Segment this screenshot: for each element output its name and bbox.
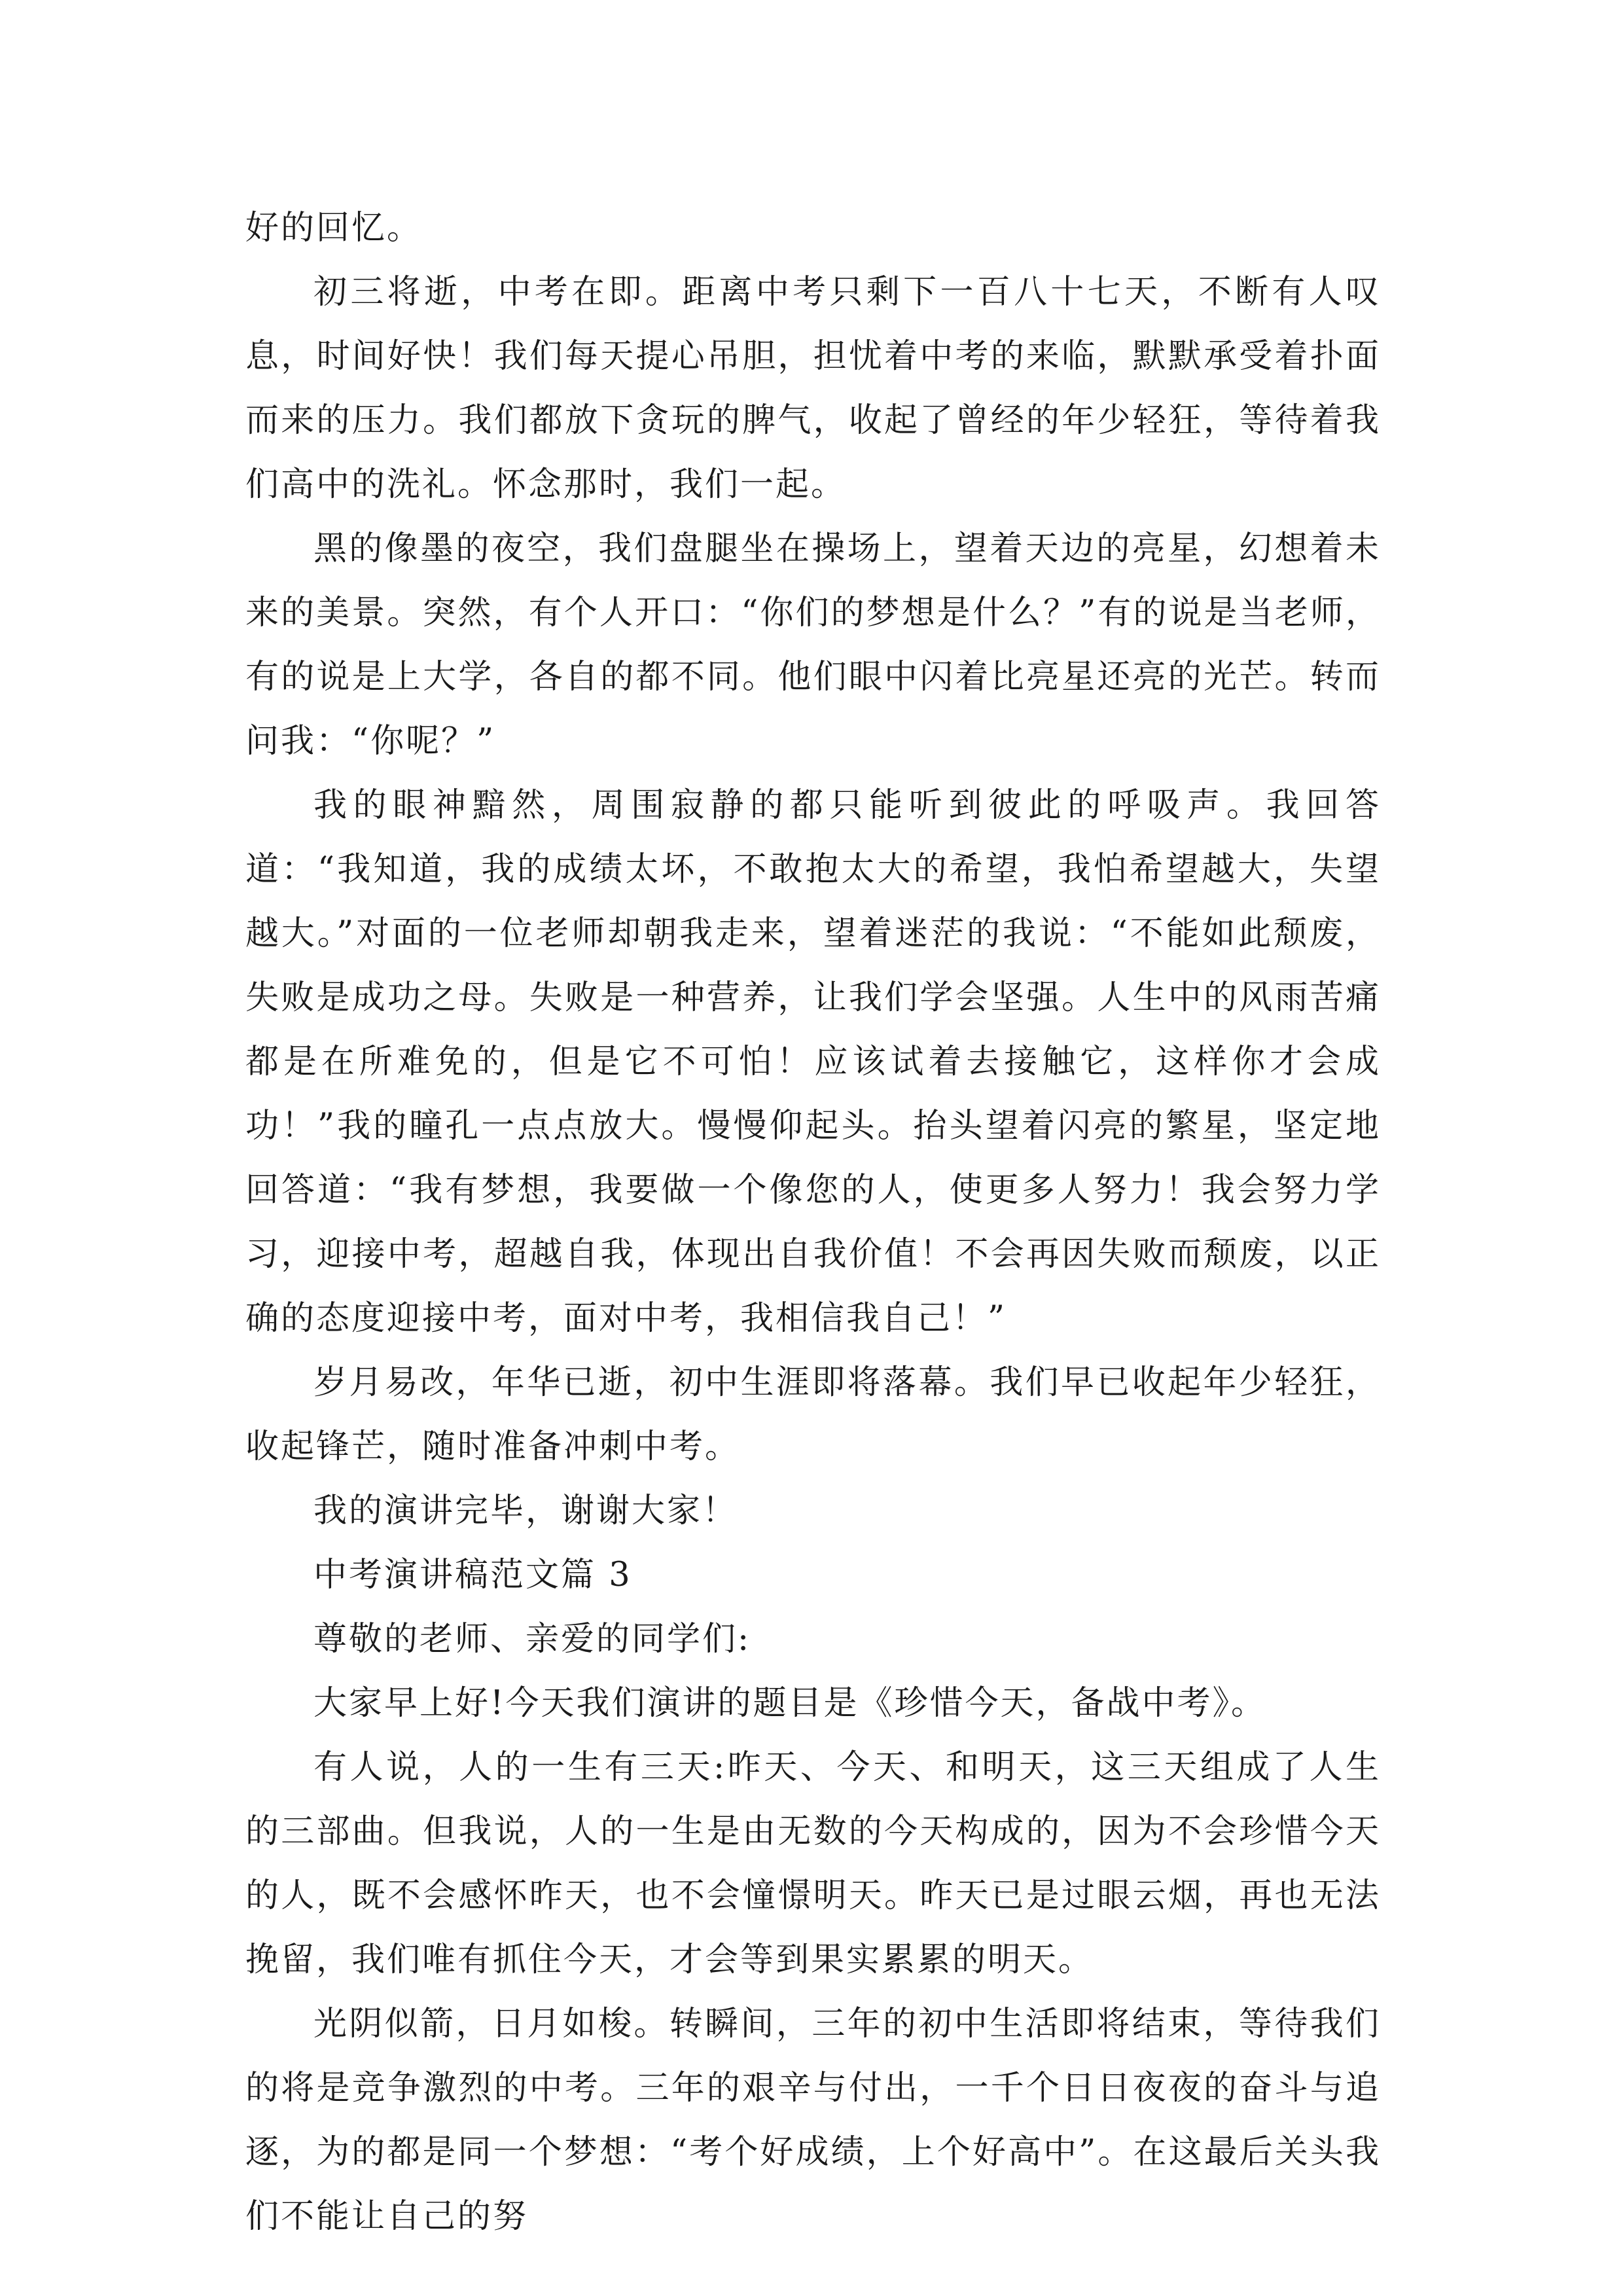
paragraph-years-pass: 岁月易改，年华已逝，初中生涯即将落幕。我们早已收起年少轻狂，收起锋芒，随时准备冲刺中考。 xyxy=(245,1363,1381,1466)
paragraph-speech-end: 我的演讲完毕，谢谢大家！ xyxy=(313,1492,738,1530)
paragraph-time-flies: 光阴似箭，日月如梭。转瞬间，三年的初中生活即将结束，等待我们的将是竞争激烈的中考。三年的艰辛与付出，一千个日日夜夜的奋斗与追逐，为的都是同一个梦想：“考个好成绩，上个好高中”。在这最后关头我们不能让自己的努 xyxy=(245,2005,1381,2236)
paragraph-night-sky: 黑的像墨的夜空，我们盘腿坐在操场上，望着天边的亮星，幻想着未来的美景。突然，有个人开口：“你们的梦想是什么？”有的说是当老师，有的说是上大学，各自的都不同。他们眼中闪着比亮星还亮的光芒。转而问我：“你呢？” xyxy=(245,529,1381,761)
paragraph-continuation: 好的回忆。 xyxy=(245,209,423,247)
salutation: 尊敬的老师、亲爱的同学们: xyxy=(313,1620,751,1659)
section-heading: 中考演讲稿范文篇 3 xyxy=(313,1556,632,1594)
paragraph-greeting: 大家早上好!今天我们演讲的题目是《珍惜今天，备战中考》。 xyxy=(313,1684,1266,1723)
paragraph-three-days: 有人说，人的一生有三天:昨天、今天、和明天，这三天组成了人生的三部曲。但我说，人的一生是由无数的今天构成的，因为不会珍惜今天的人，既不会感怀昨天，也不会憧憬明天。昨天已是过眼云烟，再也无法挽留，我们唯有抓住今天，才会等到果实累累的明天。 xyxy=(245,1748,1381,1979)
paragraph-teacher-advice: 我的眼神黯然，周围寂静的都只能听到彼此的呼吸声。我回答道：“我知道，我的成绩太坏，不敢抱太大的希望，我怕希望越大，失望越大。”对面的一位老师却朝我走来，望着迷茫的我说：“不能如此颓废，失败是成功之母。失败是一种营养，让我们学会坚强。人生中的风雨苦痛都是在所难免的，但是它不可怕！应该试着去接触它，这样你才会成功！”我的瞳孔一点点放大。慢慢仰起头。抬头望着闪亮的繁星，坚定地回答道：“我有梦想，我要做一个像您的人，使更多人努力！我会努力学习，迎接中考，超越自我，体现出自我价值！不会再因失败而颓废，以正确的态度迎接中考，面对中考，我相信我自己！” xyxy=(245,786,1381,1338)
paragraph-exam-approaching: 初三将逝，中考在即。距离中考只剩下一百八十七天，不断有人叹息，时间好快！我们每天提心吊胆，担忧着中考的来临，默默承受着扑面而来的压力。我们都放下贪玩的脾气，收起了曾经的年少轻狂，等待着我们高中的洗礼。怀念那时，我们一起。 xyxy=(245,273,1381,504)
body-text xyxy=(245,196,1381,2249)
